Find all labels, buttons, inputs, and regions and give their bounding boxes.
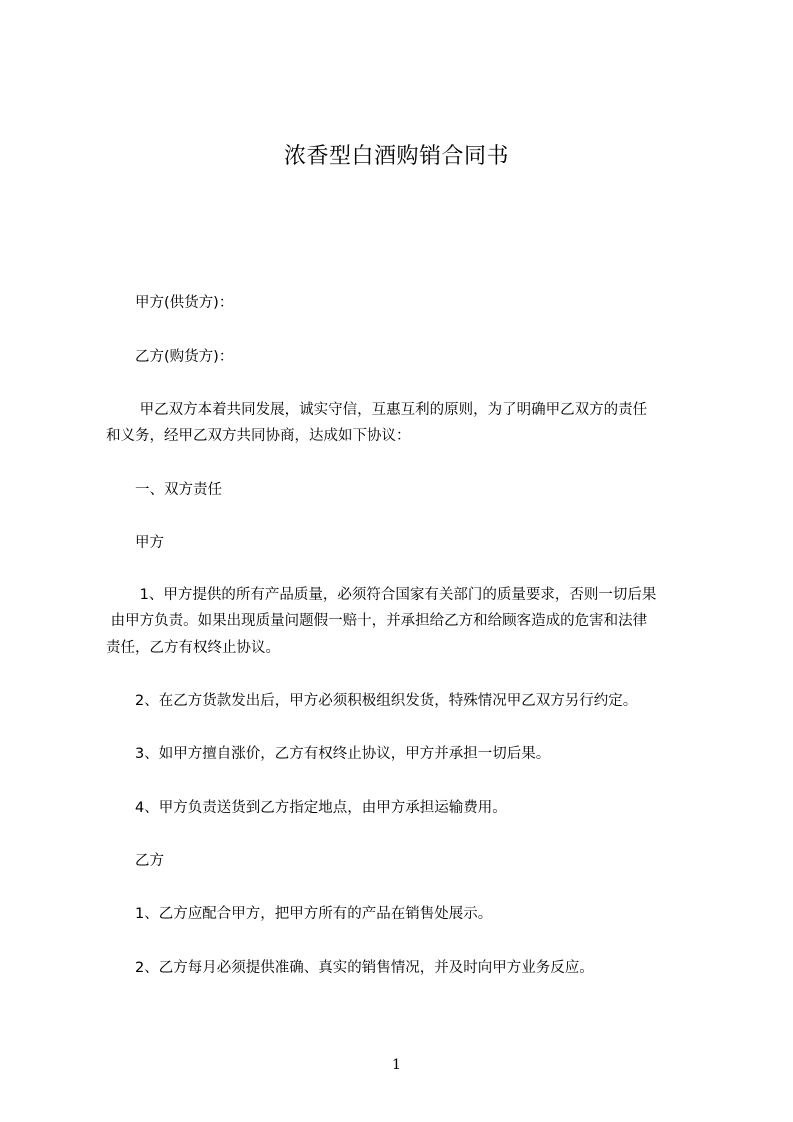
- party-a-item-4: 4、甲方负责送货到乙方指定地点，由甲方承担运输费用。: [106, 800, 507, 816]
- party-b-label: 乙方(购货方)：: [106, 349, 234, 365]
- party-a-item-2: 2、在乙方货款发出后，甲方必须积极组织发货，特殊情况甲乙双方另行约定。: [106, 693, 638, 709]
- document-title: 浓香型白酒购销合同书: [283, 144, 509, 169]
- page-number: 1: [392, 1057, 401, 1073]
- intro-line-2: 和义务，经甲乙双方共同协商，达成如下协议：: [106, 428, 411, 444]
- party-a-item-3: 3、如甲方擅自涨价，乙方有权终止协议，甲方并承担一切后果。: [106, 746, 551, 762]
- party-a-item-1-line-1: 1、甲方提供的所有产品质量，必须符合国家有关部门的质量要求，否则一切后果: [106, 587, 657, 603]
- party-a-item-1-line-3: 责任，乙方有权终止协议。: [106, 640, 280, 656]
- party-b-item-1: 1、乙方应配合甲方，把甲方所有的产品在销售处展示。: [106, 906, 493, 922]
- party-b-item-2: 2、乙方每月必须提供准确、真实的销售情况，并及时向甲方业务反应。: [106, 960, 594, 976]
- party-a-heading: 甲方: [106, 535, 164, 551]
- party-a-label: 甲方(供货方)：: [106, 295, 234, 311]
- party-b-heading: 乙方: [106, 853, 164, 869]
- section-heading-responsibilities: 一、双方责任: [106, 482, 222, 498]
- intro-line-1: 甲乙双方本着共同发展，诚实守信，互惠互利的原则，为了明确甲乙双方的责任: [106, 402, 648, 418]
- party-a-item-1-line-2: 由甲方负责。如果出现质量问题假一赔十，并承担给乙方和给顾客造成的危害和法律: [106, 613, 648, 629]
